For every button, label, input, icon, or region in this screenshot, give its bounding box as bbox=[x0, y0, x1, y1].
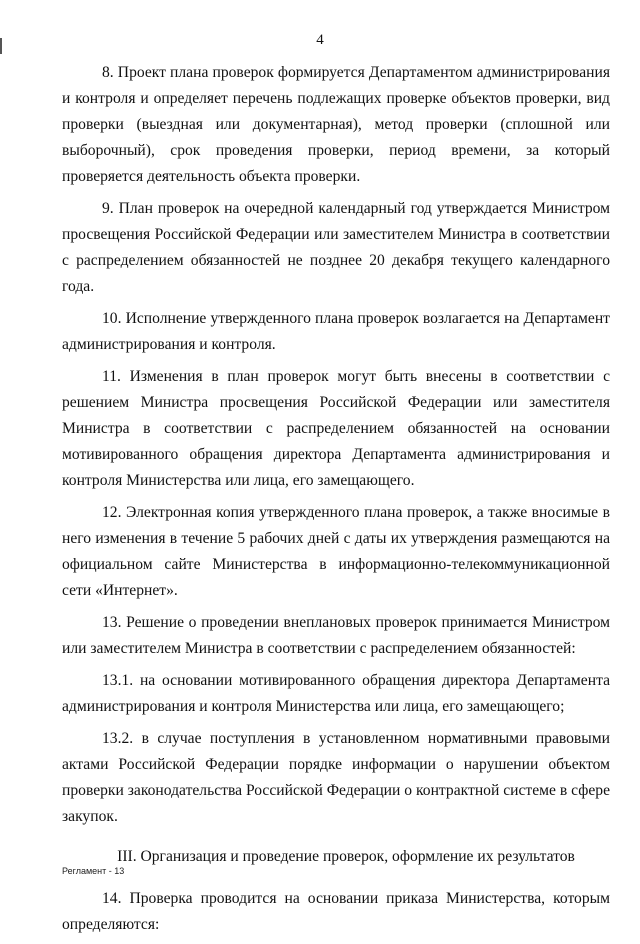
section-heading: III. Организация и проведение проверок, оформление их результатов bbox=[117, 848, 575, 865]
paragraph-9: 9. План проверок на очередной календарный год утверждается Министром просвещения Российской Федерации или заместителем Министра в соответствии с распределением обязанностей не позднее 20 декабря текущего календарного года. bbox=[62, 200, 610, 295]
paragraph-8: 8. Проект плана проверок формируется Департаментом администрирования и контроля и определяет перечень подлежащих проверке объектов проверки, вид проверки (выездная или документарная), метод проверки (сплошной или выборочный), срок проведения проверки, период времени, за который проверяется деятельность объекта проверки. bbox=[62, 64, 610, 185]
document-body bbox=[62, 60, 610, 944]
paragraph-13-1: 13.1. на основании мотивированного обращения директора Департамента администрирования и контроля Министерства или лица, его замещающего; bbox=[62, 672, 610, 715]
page-number: 4 bbox=[316, 32, 324, 48]
paragraph-13-2: 13.2. в случае поступления в установленном нормативными правовыми актами Российской Федерации порядке информации о нарушении объектом проверки законодательства Российской Федерации о контрактной системе в сфере закупок. bbox=[62, 730, 610, 825]
paragraph-12: 12. Электронная копия утвержденного плана проверок, а также вносимые в него изменения в течение 5 рабочих дней с даты их утверждения размещаются на официальном сайте Министерства в информационно-телекоммуникационной сети «Интернет». bbox=[62, 504, 610, 599]
paragraph-14: 14. Проверка проводится на основании приказа Министерства, которым определяются: bbox=[62, 890, 610, 933]
paragraph-10: 10. Исполнение утвержденного плана проверок возлагается на Департамент администрирования и контроля. bbox=[62, 310, 610, 353]
paragraph-11: 11. Изменения в план проверок могут быть внесены в соответствии с решением Министра просвещения Российской Федерации или заместителя Министра в соответствии с распределением обязанностей на основании мотивированного обращения директора Департамента администрирования и контроля Министерства или лица, его замещающего. bbox=[62, 368, 610, 489]
footer-reference: Регламент - 13 bbox=[62, 866, 125, 876]
paragraph-13: 13. Решение о проведении внеплановых проверок принимается Министром или заместителем Министра в соответствии с распределением обязанностей: bbox=[62, 614, 610, 657]
